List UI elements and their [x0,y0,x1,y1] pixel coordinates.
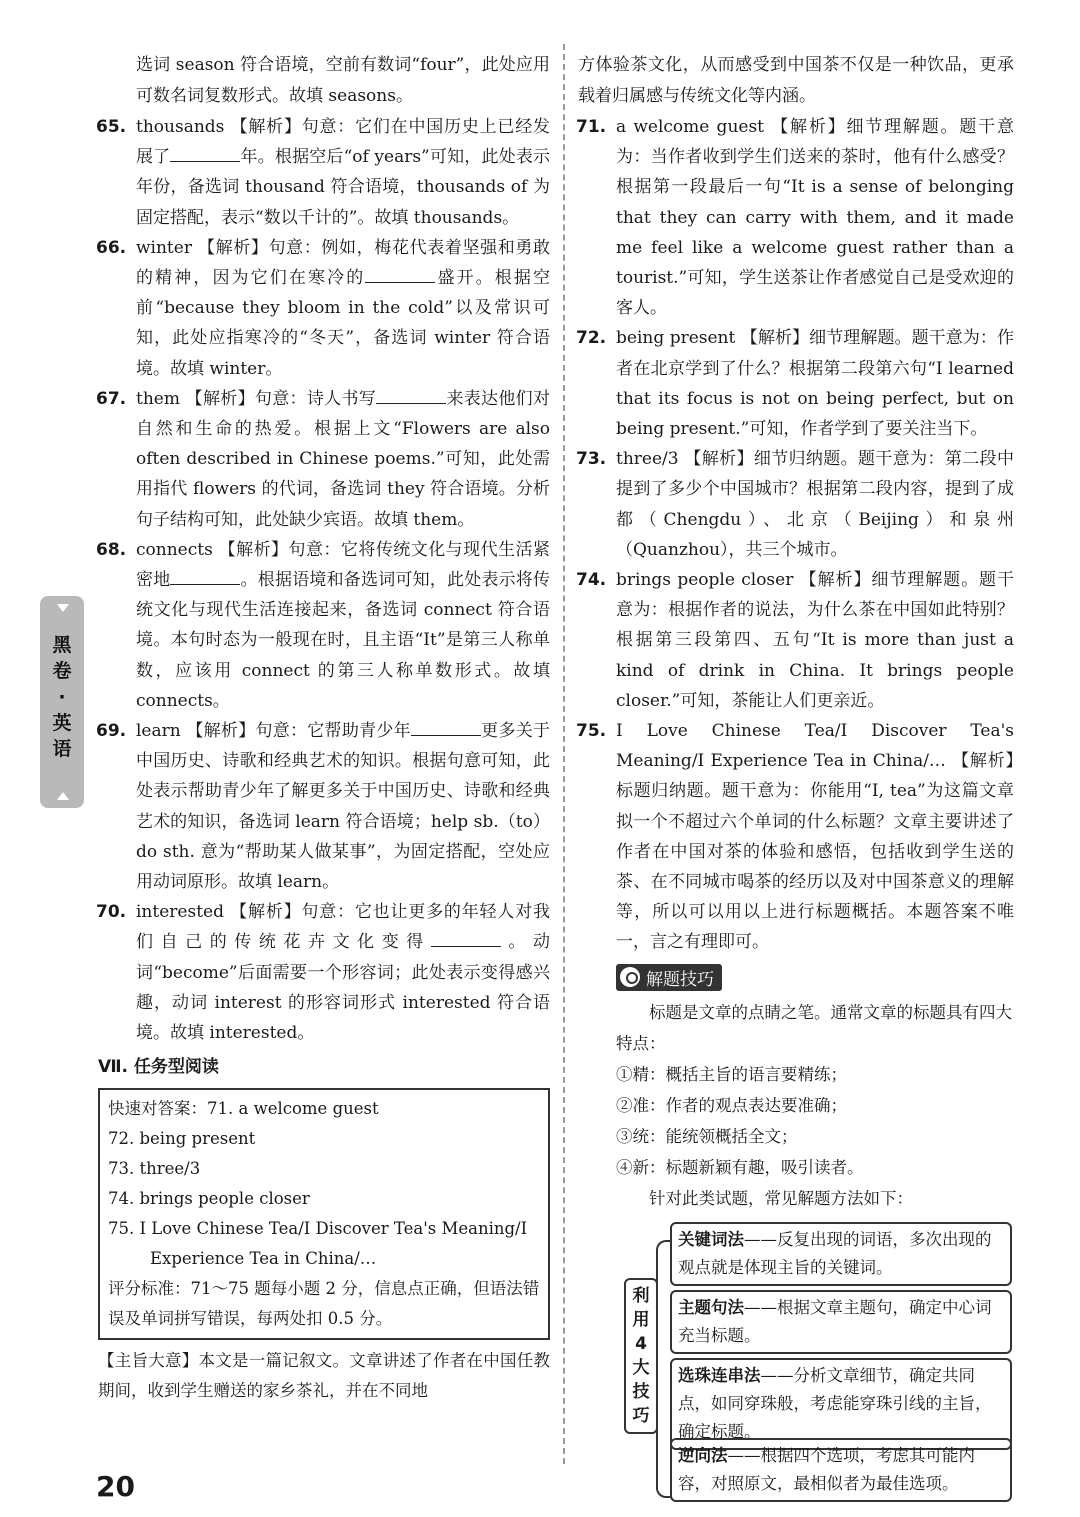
answer-item [578,112,1014,323]
fill-blank [431,930,501,947]
item-number: 68. [96,539,127,560]
item-number: 71. [576,117,607,137]
answer-row: 72. being present [108,1129,256,1149]
intro-paragraph: 选词 season 符合语境，空前有数词“four”，此处应用可数名词复数形式。故填 seasons。 [136,55,550,106]
scoring-criteria: 评分标准：71～75 题每小题 2 分，信息点正确，但语法错误及单词拼写错误，每两处扣 0.5 分。 [108,1279,540,1329]
left-column [98,50,550,1406]
method-name: 主题句法 [678,1297,744,1317]
side-tab-label: 黑 卷 · 英 语 [52,634,72,760]
answer-item [578,716,1014,958]
tips-point: ③统：能统领概括全文； [616,1126,798,1146]
item-text: brings people closer 【解析】细节理解题。题干意为：根据作者的说法，为什么茶在中国如此特别？根据第三段第四、五句“It is more than just a kind of drink in China. It brings people closer.”可知，茶能让人们更亲近。 [616,570,1014,711]
answer-item [98,384,550,535]
tips-tag-label: 解题技巧 [646,969,714,990]
answer-item [578,323,1014,444]
method-name: 逆向法 [678,1445,728,1465]
right-column [578,50,1014,1510]
fill-blank [411,719,481,736]
answer-item [98,716,550,897]
fill-blank [376,387,446,404]
fill-blank [170,145,240,162]
method-desc: ——分析文章细节，确定共同点，如同穿珠般，考虑能穿珠引线的主旨，确定标题。 [678,1365,992,1441]
item-text: winter 【解析】句意：例如，梅花代表着坚强和勇敢的精神，因为它们在寒冷的 [136,237,550,289]
answer-row: 快速对答案：71. a welcome guest [108,1099,379,1119]
triangle-down-icon [57,792,69,800]
item-text: thousands 【解析】句意：它们在中国历史上已经发展了 [136,117,550,168]
item-text: connects 【解析】句意：它将传统文化与现代生活紧密地 [136,539,550,591]
item-text: 年。根据空后“of years”可知，此处表示年份，备选词 thousand 符合语境，thousands of 为固定搭配，表示“数以千计的”。故填 thousands。 [136,147,550,228]
item-text: 。根据语境和备选词可知，此处表示将传统文化与现代生活连接起来，备选词 connect 符合语境。本句时态为一般现在时，且主语“It”是第三人称单数，应该用 connect 的第三人称单数形式。故填 connects。 [136,570,551,711]
answer-item [578,444,1014,565]
item-number: 70. [96,902,127,923]
item-text: learn 【解析】句意：它帮助青少年 [136,721,411,742]
method-name: 关键词法 [678,1229,744,1249]
item-text: I Love Chinese Tea/I Discover Tea's Meaning/I Experience Tea in China/… 【解析】标题归纳题。题干意为：你能用“I, tea”为这篇文章拟一个不超过六个单词的什么标题？文章主要讲述了作者在中国对茶的体验和感悟，包括收到学生送的茶、在不同城市喝茶的经历以及对中国茶意义的理解等，所以可以用以上进行标题概括。本题答案不唯一，言之有理即可。 [616,721,1014,953]
methods-label: 利 用 4 大 技 巧 [624,1278,658,1434]
item-number: 69. [96,721,127,742]
page-number: 20 [96,1470,135,1503]
tips-intro: 标题是文章的点睛之笔。通常文章的标题具有四大特点： [616,1002,1012,1053]
item-text: 。动词“become”后面需要一个形容词；此处表示变得感兴趣，动词 interest 的形容词形式 interested 符合语境。故填 interested。 [136,932,551,1044]
item-number: 67. [96,388,127,409]
item-text: them 【解析】句意：诗人书写 [136,388,377,409]
fill-blank [170,568,240,585]
method-box [670,1290,1012,1354]
item-text: being present 【解析】细节理解题。题干意为：作者在北京学到了什么？根据第二段第六句“I learned that its focus is not on being perfect, but on being present.”可知，作者学到了要关注当下。 [616,328,1014,440]
item-number: 65. [96,117,127,137]
item-text: a welcome guest 【解析】细节理解题。题干意为：当作者收到学生们送来的茶时，他有什么感受？根据第一段最后一句“It is a sense of belonging that they can carry with them, and it made me feel like a welcome guest rather than a tourist.”可知，学生送茶让作者感觉自己是受欢迎的客人。 [616,117,1014,319]
method-desc: ——根据四个选项，考虑其可能内容，对照原文，最相似者为最佳选项。 [678,1445,975,1493]
answer-row: 73. three/3 [108,1159,201,1179]
answer-item [98,897,550,1048]
tips-content [578,997,1014,1214]
method-box [670,1222,1012,1286]
item-text: 更多关于中国历史、诗歌和经典艺术的知识。根据句意可知，此处表示帮助青少年了解更多关于中国历史、诗歌和经典艺术的知识，备选词 learn 符合语境；help sb.（to）do sth. 意为“帮助某人做某事”，为固定搭配，空处应用动词原形。故填 learn。 [136,721,550,893]
item-number: 74. [576,570,607,591]
triangle-up-icon [57,604,69,612]
tips-point: ④新：标题新颖有趣，吸引读者。 [616,1157,864,1177]
item-number: 75. [576,721,607,742]
tips-point: ①精：概括主旨的语言要精练； [616,1064,847,1084]
method-desc: ——反复出现的词语，多次出现的观点就是体现主旨的关键词。 [678,1229,992,1277]
item-text: three/3 【解析】细节归纳题。题干意为：第二段中提到了多少个中国城市？根据第二段内容，提到了成都（Chengdu）、北京（Beijing）和泉州（Quanzhou），共三个城市。 [616,449,1014,560]
item-text: 来表达他们对自然和生命的热爱。根据上文“Flowers are also often described in Chinese poems.”可知，此处需用指代 flowers 的代词，备选词 they 符合语境。分析句子结构可知，此处缺少宾语。故填 them。 [136,388,550,530]
key-icon [620,967,640,987]
intro-paragraph-continued: 方体验茶文化，从而感受到中国茶不仅是一种饮品，更承载着归属感与传统文化等内涵。 [578,55,1014,106]
fill-blank [365,266,435,283]
section-heading: Ⅶ. 任务型阅读 [98,1057,219,1078]
method-desc: ——根据文章主题句，确定中心词充当标题。 [678,1297,992,1345]
answer-item [578,565,1014,716]
item-number: 72. [576,328,607,349]
answer-item [98,535,550,716]
item-text: 盛开。根据空前“because they bloom in the cold”以及常识可知，此处应指寒冷的“冬天”，备选词 winter 符合语境。故填 winter。 [136,268,551,379]
answer-item [98,112,550,233]
subject-side-tab [40,596,84,808]
item-number: 66. [96,237,127,258]
tips-lead: 针对此类试题，常见解题方法如下： [649,1188,913,1208]
tips-tag [616,964,722,991]
answer-row: 75. I Love Chinese Tea/I Discover Tea's Meaning/I [108,1219,528,1239]
methods-diagram [616,1220,1014,1510]
method-box [670,1358,1012,1450]
answer-row: Experience Tea in China/… [150,1249,377,1269]
answer-box [98,1088,550,1340]
method-box [670,1438,1012,1502]
method-name: 选珠连串法 [678,1365,761,1385]
answer-item [98,233,550,384]
answer-row: 74. brings people closer [108,1189,310,1209]
item-text: interested 【解析】句意：它也让更多的年轻人对我们自己的传统花卉文化变得 [136,902,550,953]
column-divider [563,44,565,1464]
main-idea-summary: 【主旨大意】本文是一篇记叙文。文章讲述了作者在中国任教期间，收到学生赠送的家乡茶礼，并在不同地 [98,1351,550,1401]
tips-point: ②准：作者的观点表达要准确； [616,1095,847,1115]
item-number: 73. [576,449,607,470]
